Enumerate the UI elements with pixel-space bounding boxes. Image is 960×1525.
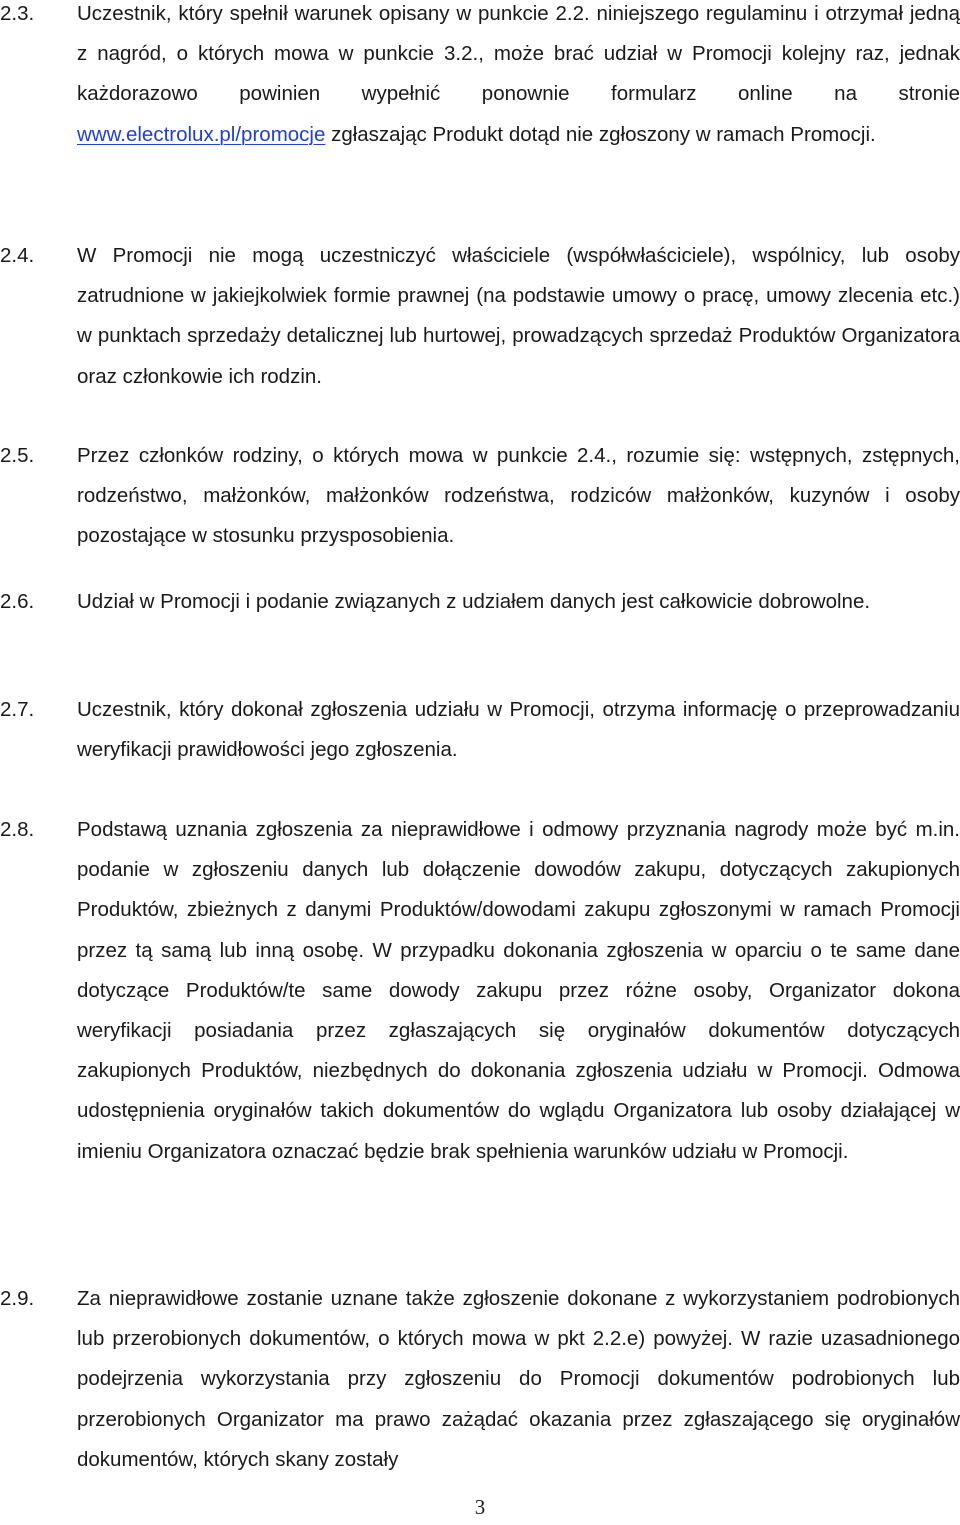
promotion-link[interactable]: www.electrolux.pl/promocje [77, 122, 326, 146]
section-text: Przez członków rodziny, o których mowa w punkcie 2.4., rozumie się: wstępnych, zstępnych, rodzeństwo, małżonków, małżonków rodzeństwa, rodziców małżonków, kuzynów i osoby pozostające w stosunku przysposobienia. [77, 444, 960, 548]
section-text: Podstawą uznania zgłoszenia za nieprawidłowe i odmowy przyznania nagrody może być m.in. podanie w zgłoszeniu danych lub dołączenie dowodów zakupu, dotyczących zakupionych Produktów, zbieżnych z danymi Produktów/dowodami zakupu zgłoszonymi w ramach Promocji przez tą samą lub inną osobę. W przypadku dokonania zgłoszenia w oparciu o te same dane dotyczące Produktów/te same dowody zakupu przez różne osoby, Organizator dokona weryfikacji posiadania przez zgłaszających się oryginałów dokumentów dotyczących zakupionych Produktów, niezbędnych do dokonania zgłoszenia udziału w Promocji. Odmowa udostępnienia oryginałów takich dokumentów do wglądu Organizatora lub osoby działającej w imieniu Organizatora oznaczać będzie brak spełnienia warunków udziału w Promocji. [77, 818, 960, 1163]
section-number: 2.7. [0, 698, 35, 721]
section-number: 2.3. [0, 2, 35, 25]
section-number: 2.5. [0, 444, 35, 467]
section-text: Za nieprawidłowe zostanie uznane także zgłoszenie dokonane z wykorzystaniem podrobionych lub przerobionych dokumentów, o których mowa w pkt 2.2.e) powyżej. W razie uzasadnionego podejrzenia wykorzystania przy zgłoszeniu do Promocji dokumentów podrobionych lub przerobionych Organizator ma prawo zażądać okazania przez zgłaszającego się oryginałów dokumentów, których skany zostały [77, 1287, 960, 1471]
section-number: 2.4. [0, 244, 35, 267]
section-text: Udział w Promocji i podanie związanych z udziałem danych jest całkowicie dobrowolne. [77, 590, 871, 613]
section-number: 2.8. [0, 818, 35, 841]
page-number: 3 [474, 1495, 486, 1519]
section-number: 2.6. [0, 590, 35, 613]
section-text-after-link: zgłaszając Produkt dotąd nie zgłoszony w ramach Promocji. [325, 122, 876, 146]
section-text-before-link: Uczestnik, który spełnił warunek opisany w punkcie 2.2. niniejszego regulaminu i otrzymał jedną z nagród, o których mowa w punkcie 3.2., może brać udział w Promocji kolejny raz, jednak każdorazowo powinien wypełnić ponownie formularz online na stronie [77, 2, 960, 106]
section-text: Uczestnik, który dokonał zgłoszenia udziału w Promocji, otrzyma informację o przeprowadzaniu weryfikacji prawidłowości jego zgłoszenia. [77, 698, 960, 762]
section-number: 2.9. [0, 1287, 35, 1310]
section-text: W Promocji nie mogą uczestniczyć właściciele (współwłaściciele), wspólnicy, lub osoby zatrudnione w jakiejkolwiek formie prawnej (na podstawie umowy o pracę, umowy zlecenia etc.) w punktach sprzedaży detalicznej lub hurtowej, prowadzących sprzedaż Produktów Organizatora oraz członkowie ich rodzin. [77, 244, 960, 388]
section-text [77, 0, 960, 155]
